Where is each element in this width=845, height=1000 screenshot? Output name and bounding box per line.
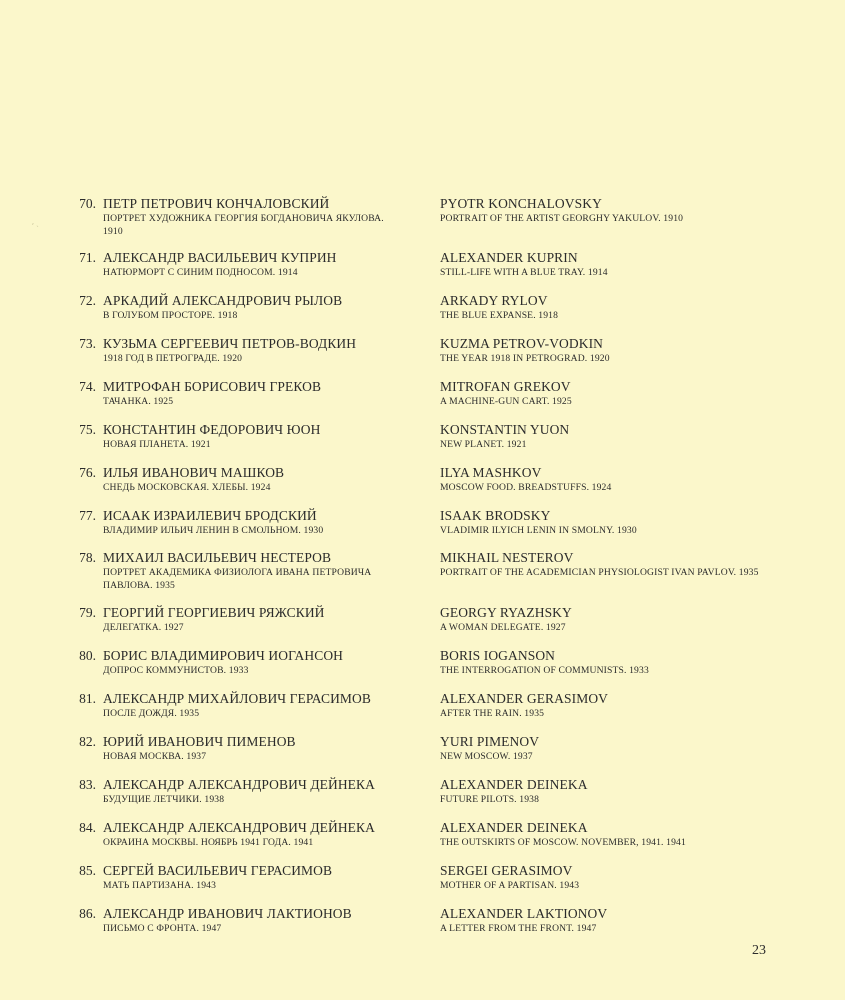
artwork-title-ru: НОВАЯ ПЛАНЕТА. 1921 [103, 439, 211, 450]
artist-name-en: ALEXANDER LAKTIONOV [440, 906, 608, 921]
artwork-title-ru: НАТЮРМОРТ С СИНИМ ПОДНОСОМ. 1914 [103, 267, 298, 278]
artist-name-ru: ИЛЬЯ ИВАНОВИЧ МАШКОВ [103, 465, 285, 480]
entry-number: 78. [79, 550, 96, 565]
artist-name-en: PYOTR KONCHALOVSKY [440, 196, 602, 211]
artist-name-en: ALEXANDER GERASIMOV [440, 691, 609, 706]
artist-name-en: ALEXANDER DEINEKA [440, 820, 588, 835]
entry-number: 70. [79, 196, 96, 211]
entry-number: 79. [79, 605, 96, 620]
artist-name-ru: МИХАИЛ ВАСИЛЬЕВИЧ НЕСТЕРОВ [103, 550, 332, 565]
artist-name-en: ALEXANDER KUPRIN [440, 250, 578, 265]
artwork-title-ru: ОКРАИНА МОСКВЫ. НОЯБРЬ 1941 ГОДА. 1941 [103, 837, 314, 848]
entry-english [440, 734, 770, 763]
artist-name-ru: АЛЕКСАНДР МИХАЙЛОВИЧ ГЕРАСИМОВ [103, 691, 371, 706]
entry-russian [103, 906, 403, 935]
entry-number: 80. [79, 648, 96, 663]
entry-russian [103, 336, 403, 365]
entry-english [440, 906, 770, 935]
artist-name-en: MITROFAN GREKOV [440, 379, 571, 394]
entry-english [440, 691, 770, 720]
artwork-title-ru: МАТЬ ПАРТИЗАНА. 1943 [103, 880, 217, 891]
entry-english [440, 465, 770, 494]
artist-name-en: KUZMA PETROV-VODKIN [440, 336, 604, 351]
artwork-title-en: THE BLUE EXPANSE. 1918 [440, 310, 559, 321]
entry-russian [103, 508, 403, 537]
artist-name-ru: ПЕТР ПЕТРОВИЧ КОНЧАЛОВСКИЙ [103, 196, 330, 211]
entry-number: 74. [79, 379, 96, 394]
artwork-title-en: MOSCOW FOOD. BREADSTUFFS. 1924 [440, 482, 612, 493]
artist-name-ru: ГЕОРГИЙ ГЕОРГИЕВИЧ РЯЖСКИЙ [103, 605, 325, 620]
entry-english [440, 605, 770, 634]
artwork-title-ru: ПОРТРЕТ АКАДЕМИКА ФИЗИОЛОГА ИВАНА ПЕТРОВИЧА ПАВЛОВА. 1935 [103, 567, 372, 591]
entry-number: 76. [79, 465, 96, 480]
artwork-title-en: THE YEAR 1918 IN PETROGRAD. 1920 [440, 353, 610, 364]
entry-number: 82. [79, 734, 96, 749]
entry-russian [103, 691, 403, 720]
entry-russian [103, 777, 403, 806]
entry-number: 72. [79, 293, 96, 308]
entry-russian [103, 293, 403, 322]
entry-english [440, 336, 770, 365]
artwork-title-ru: ПОРТРЕТ ХУДОЖНИКА ГЕОРГИЯ БОГДАНОВИЧА ЯКУЛОВА. 1910 [103, 213, 384, 237]
entry-english [440, 196, 770, 225]
artwork-title-ru: ВЛАДИМИР ИЛЬИЧ ЛЕНИН В СМОЛЬНОМ. 1930 [103, 525, 324, 536]
artist-name-ru: ИСААК ИЗРАИЛЕВИЧ БРОДСКИЙ [103, 508, 317, 523]
artwork-title-ru: ДЕЛЕГАТКА. 1927 [103, 622, 184, 633]
artwork-title-ru: ПОСЛЕ ДОЖДЯ. 1935 [103, 708, 200, 719]
entry-russian [103, 863, 403, 892]
artwork-title-ru: 1918 ГОД В ПЕТРОГРАДЕ. 1920 [103, 353, 243, 364]
entry-english [440, 550, 770, 579]
artwork-title-en: MOTHER OF A PARTISAN. 1943 [440, 880, 580, 891]
artist-name-ru: АЛЕКСАНДР АЛЕКСАНДРОВИЧ ДЕЙНЕКА [103, 820, 375, 835]
entry-russian [103, 422, 403, 451]
artist-name-en: MIKHAIL NESTEROV [440, 550, 574, 565]
entry-russian [103, 550, 403, 592]
artwork-title-en: AFTER THE RAIN. 1935 [440, 708, 545, 719]
entry-russian [103, 379, 403, 408]
artist-name-ru: МИТРОФАН БОРИСОВИЧ ГРЕКОВ [103, 379, 322, 394]
artwork-title-en: NEW PLANET. 1921 [440, 439, 527, 450]
artwork-title-en: NEW MOSCOW. 1937 [440, 751, 533, 762]
entry-russian [103, 648, 403, 677]
entry-english [440, 820, 770, 849]
entry-russian [103, 605, 403, 634]
artist-name-en: KONSTANTIN YUON [440, 422, 570, 437]
artist-name-ru: АЛЕКСАНДР АЛЕКСАНДРОВИЧ ДЕЙНЕКА [103, 777, 375, 792]
artist-name-en: YURI PIMENOV [440, 734, 540, 749]
artwork-title-en: A WOMAN DELEGATE. 1927 [440, 622, 566, 633]
entry-english [440, 379, 770, 408]
margin-mark: ⸴ ˎ [32, 218, 39, 227]
artist-name-ru: СЕРГЕЙ ВАСИЛЬЕВИЧ ГЕРАСИМОВ [103, 863, 333, 878]
artwork-title-en: A LETTER FROM THE FRONT. 1947 [440, 923, 597, 934]
artist-name-ru: АРКАДИЙ АЛЕКСАНДРОВИЧ РЫЛОВ [103, 293, 343, 308]
entry-russian [103, 734, 403, 763]
entry-english [440, 777, 770, 806]
artwork-title-en: STILL-LIFE WITH A BLUE TRAY. 1914 [440, 267, 608, 278]
artist-name-ru: БОРИС ВЛАДИМИРОВИЧ ИОГАНСОН [103, 648, 344, 663]
artist-name-ru: КОНСТАНТИН ФЕДОРОВИЧ ЮОН [103, 422, 321, 437]
artwork-title-ru: СНЕДЬ МОСКОВСКАЯ. ХЛЕБЫ. 1924 [103, 482, 271, 493]
entry-number: 86. [79, 906, 96, 921]
artist-name-en: GEORGY RYAZHSKY [440, 605, 572, 620]
artwork-title-en: VLADIMIR ILYICH LENIN IN SMOLNY. 1930 [440, 525, 637, 536]
artwork-title-ru: ПИСЬМО С ФРОНТА. 1947 [103, 923, 222, 934]
artist-name-en: ILYA MASHKOV [440, 465, 542, 480]
artwork-title-ru: ТАЧАНКА. 1925 [103, 396, 174, 407]
artwork-title-ru: НОВАЯ МОСКВА. 1937 [103, 751, 207, 762]
entry-russian [103, 465, 403, 494]
entry-number: 75. [79, 422, 96, 437]
artist-name-en: BORIS IOGANSON [440, 648, 556, 663]
artist-name-en: ALEXANDER DEINEKA [440, 777, 588, 792]
entry-russian [103, 250, 403, 279]
artist-name-en: ISAAK BRODSKY [440, 508, 551, 523]
artist-name-ru: КУЗЬМА СЕРГЕЕВИЧ ПЕТРОВ-ВОДКИН [103, 336, 357, 351]
entry-russian [103, 820, 403, 849]
artist-name-en: SERGEI GERASIMOV [440, 863, 573, 878]
artist-name-ru: ЮРИЙ ИВАНОВИЧ ПИМЕНОВ [103, 734, 296, 749]
entry-russian [103, 196, 403, 238]
artwork-title-ru: ДОПРОС КОММУНИСТОВ. 1933 [103, 665, 249, 676]
entry-number: 77. [79, 508, 96, 523]
artwork-title-en: PORTRAIT OF THE ARTIST GEORGHY YAKULOV. 1910 [440, 213, 684, 224]
entry-number: 84. [79, 820, 96, 835]
artwork-title-en: THE INTERROGATION OF COMMUNISTS. 1933 [440, 665, 649, 676]
entry-english [440, 422, 770, 451]
entry-number: 71. [79, 250, 96, 265]
artwork-title-en: FUTURE PILOTS. 1938 [440, 794, 540, 805]
entry-english [440, 293, 770, 322]
artwork-title-ru: БУДУЩИЕ ЛЕТЧИКИ. 1938 [103, 794, 225, 805]
page-number: 23 [752, 943, 766, 958]
entry-number: 85. [79, 863, 96, 878]
artwork-title-en: A MACHINE-GUN CART. 1925 [440, 396, 572, 407]
artist-name-en: ARKADY RYLOV [440, 293, 548, 308]
entry-english [440, 648, 770, 677]
artwork-title-ru: В ГОЛУБОМ ПРОСТОРЕ. 1918 [103, 310, 238, 321]
artwork-title-en: PORTRAIT OF THE ACADEMICIAN PHYSIOLOGIST IVAN PAVLOV. 1935 [440, 567, 759, 578]
entry-number: 73. [79, 336, 96, 351]
entry-english [440, 250, 770, 279]
entry-english [440, 508, 770, 537]
artist-name-ru: АЛЕКСАНДР ИВАНОВИЧ ЛАКТИОНОВ [103, 906, 352, 921]
entry-number: 83. [79, 777, 96, 792]
artist-name-ru: АЛЕКСАНДР ВАСИЛЬЕВИЧ КУПРИН [103, 250, 337, 265]
artwork-title-en: THE OUTSKIRTS OF MOSCOW. NOVEMBER, 1941. 1941 [440, 837, 686, 848]
entry-english [440, 863, 770, 892]
entry-number: 81. [79, 691, 96, 706]
